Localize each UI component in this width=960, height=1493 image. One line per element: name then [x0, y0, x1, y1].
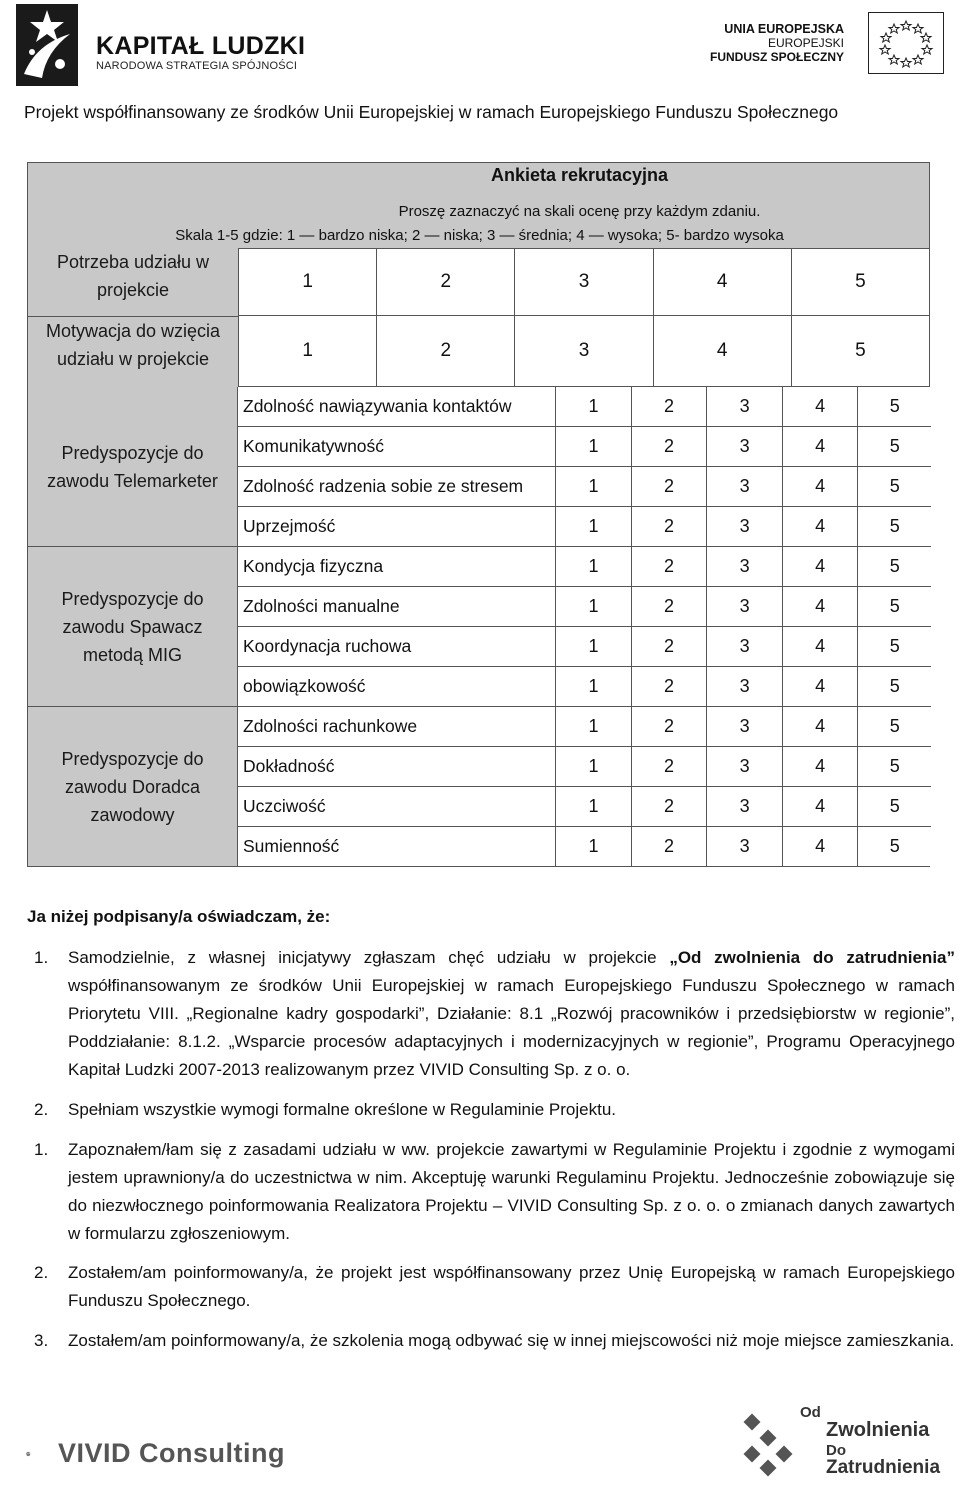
trait-option-4[interactable]: 4 — [782, 507, 858, 546]
trait-row — [238, 547, 931, 587]
trait-option-3[interactable]: 3 — [706, 427, 782, 466]
trait-row — [238, 627, 931, 667]
trait-option-3[interactable]: 3 — [706, 787, 782, 826]
vivid-logo-text: VIVID Consulting — [58, 1438, 285, 1468]
survey-instruction: Proszę zaznaczyć na skali ocenę przy każdym zdaniu. — [398, 203, 761, 220]
trait-option-2[interactable]: 2 — [631, 667, 707, 706]
declaration-item: 2. Spełniam wszystkie wymogi formalne określone w Regulaminie Projektu. — [34, 1100, 617, 1119]
motivation-option-1[interactable]: 1 — [239, 316, 376, 386]
trait-row — [238, 587, 931, 627]
ue-line1: UNIA EUROPEJSKA — [724, 22, 844, 36]
trait-option-3[interactable]: 3 — [706, 587, 782, 626]
need-label: Potrzeba udziału w projekcie — [56, 252, 210, 300]
need-option-4[interactable]: 4 — [653, 249, 791, 315]
page-header — [0, 0, 960, 130]
trait-option-1[interactable]: 1 — [555, 747, 631, 786]
trait-option-1[interactable]: 1 — [555, 467, 631, 506]
trait-row — [238, 747, 931, 787]
trait-option-3[interactable]: 3 — [706, 707, 782, 746]
motivation-option-5[interactable]: 5 — [791, 316, 929, 386]
declaration-item: 1. Zapoznałem/łam się z zasadami udziału w ww. projekcie zawartymi w Regulaminie Projektu i zgodnie z wymogami jestem uprawniony/a do uczestnictwa w nim. Akceptuję warunki Regulaminu Projektu. Jednocześnie zobowiązuje się do niezwłocznego poinformowania Realizatora Projektu – VIVID Consulting Sp. z o. o. o zmianach danych zawartych w formularzu zgłoszeniowym. — [34, 1140, 955, 1243]
eu-flag-icon — [868, 12, 944, 74]
trait-name: Zdolność nawiązywania kontaktów — [243, 396, 512, 416]
need-option-2[interactable]: 2 — [376, 249, 514, 315]
ue-text — [710, 22, 844, 64]
need-option-5[interactable]: 5 — [791, 249, 929, 315]
need-scale[interactable] — [238, 248, 929, 316]
trait-name: Komunikatywność — [243, 436, 385, 456]
odz-logo-do: Do — [826, 1442, 846, 1459]
trait-option-2[interactable]: 2 — [631, 547, 707, 586]
group-doradca: Predyspozycje do zawodu Doradca zawodowy — [28, 707, 238, 866]
trait-name: Zdolności rachunkowe — [243, 716, 418, 736]
trait-option-1[interactable]: 1 — [555, 387, 631, 426]
trait-option-2[interactable]: 2 — [631, 427, 707, 466]
trait-row — [238, 827, 931, 866]
trait-option-2[interactable]: 2 — [631, 627, 707, 666]
trait-row — [238, 387, 931, 427]
kl-title: KAPITAŁ LUDZKI — [96, 32, 306, 60]
trait-option-4[interactable]: 4 — [782, 827, 858, 866]
trait-name: Zdolność radzenia sobie ze stresem — [243, 476, 524, 496]
trait-option-2[interactable]: 2 — [631, 467, 707, 506]
trait-row — [238, 427, 931, 467]
left-divider — [28, 316, 238, 317]
trait-option-4[interactable]: 4 — [782, 667, 858, 706]
trait-row — [238, 467, 931, 507]
trait-name: obowiązkowość — [243, 676, 366, 696]
trait-option-5[interactable]: 5 — [857, 627, 931, 666]
kapital-ludzki-logo — [16, 4, 78, 86]
trait-option-1[interactable]: 1 — [555, 787, 631, 826]
motivation-option-2[interactable]: 2 — [376, 316, 514, 386]
trait-option-1[interactable]: 1 — [555, 507, 631, 546]
trait-name: Zdolności manualne — [243, 596, 400, 616]
trait-option-4[interactable]: 4 — [782, 427, 858, 466]
trait-option-4[interactable]: 4 — [782, 587, 858, 626]
trait-option-1[interactable]: 1 — [555, 427, 631, 466]
trait-row — [238, 787, 931, 827]
trait-option-5[interactable]: 5 — [857, 747, 931, 786]
kl-subtitle: NARODOWA STRATEGIA SPÓJNOŚCI — [96, 60, 298, 72]
trait-name: Sumienność — [243, 836, 340, 856]
survey-scale: Skala 1-5 gdzie: 1 — bardzo niska; 2 — niska; 3 — średnia; 4 — wysoka; 5- bardzo wysoka — [175, 227, 784, 244]
ue-line3: FUNDUSZ SPOŁECZNY — [709, 50, 844, 64]
vivid-logo-icon — [26, 1434, 62, 1474]
trait-option-5[interactable]: 5 — [857, 427, 931, 466]
trait-option-3[interactable]: 3 — [706, 467, 782, 506]
trait-option-5[interactable]: 5 — [857, 507, 931, 546]
motivation-label: Motywacja do wzięcia udziału w projekcie — [45, 321, 221, 369]
trait-option-5[interactable]: 5 — [857, 827, 931, 866]
trait-row — [238, 507, 931, 547]
trait-option-3[interactable]: 3 — [706, 387, 782, 426]
trait-option-1[interactable]: 1 — [555, 667, 631, 706]
trait-row — [238, 707, 931, 747]
trait-name: Dokładność — [243, 756, 335, 776]
trait-option-1[interactable]: 1 — [555, 587, 631, 626]
survey-title: Ankieta rekrutacyjna — [490, 165, 669, 185]
trait-option-4[interactable]: 4 — [782, 547, 858, 586]
trait-option-2[interactable]: 2 — [631, 507, 707, 546]
odz-logo-zatrudnienia: Zatrudnienia — [826, 1457, 941, 1478]
trait-name: Kondycja fizyczna — [243, 556, 384, 576]
trait-option-3[interactable]: 3 — [706, 747, 782, 786]
declaration-title: Ja niżej podpisany/a oświadczam, że: — [27, 907, 331, 926]
motivation-option-4[interactable]: 4 — [653, 316, 791, 386]
trait-option-2[interactable]: 2 — [631, 747, 707, 786]
cofinancing-line: Projekt współfinansowany ze środków Unii Europejskiej w ramach Europejskiego Funduszu Społecznego — [24, 102, 839, 122]
declaration-item: 1. Samodzielnie, z własnej inicjatywy zgłaszam chęć udziału w projekcie „Od zwolnienia do zatrudnienia” współfinansowanym ze środków Unii Europejskiej w ramach Europejskiego Funduszu Społecznego w ramach Priorytetu VIII. „Regionalne kadry gospodarki”, Działanie: 8.1 „Rozwój pracowników i przedsiębiorstw w regionie”, Poddziałanie: 8.1.2. „Wsparcie procesów adaptacyjnych i modernizacyjnych w regionie”, Programu Operacyjnego Kapitał Ludzki 2007-2013 realizowanym przez VIVID Consulting Sp. z o. o. — [34, 948, 955, 1079]
trait-option-3[interactable]: 3 — [706, 667, 782, 706]
trait-option-5[interactable]: 5 — [857, 787, 931, 826]
trait-option-5[interactable]: 5 — [857, 467, 931, 506]
need-option-1[interactable]: 1 — [239, 249, 376, 315]
trait-option-2[interactable]: 2 — [631, 787, 707, 826]
trait-option-4[interactable]: 4 — [782, 787, 858, 826]
trait-option-4[interactable]: 4 — [782, 627, 858, 666]
trait-option-4[interactable]: 4 — [782, 387, 858, 426]
trait-option-1[interactable]: 1 — [555, 627, 631, 666]
trait-option-4[interactable]: 4 — [782, 707, 858, 746]
group-telemarketer: Predyspozycje do zawodu Telemarketer — [28, 387, 238, 547]
odz-logo-od: Od — [800, 1404, 821, 1421]
trait-option-5[interactable]: 5 — [857, 387, 931, 426]
declaration-item: 3. Zostałem/am poinformowany/a, że szkolenia mogą odbywać się w innej miejscowości niż moje miejsce zamieszkania. — [34, 1331, 955, 1350]
trait-option-3[interactable]: 3 — [706, 507, 782, 546]
trait-name: Uprzejmość — [243, 516, 336, 536]
need-option-3[interactable]: 3 — [514, 249, 652, 315]
trait-option-5[interactable]: 5 — [857, 547, 931, 586]
trait-option-4[interactable]: 4 — [782, 467, 858, 506]
trait-option-5[interactable]: 5 — [857, 587, 931, 626]
ue-line2: EUROPEJSKI — [767, 36, 844, 50]
trait-name: Uczciwość — [243, 796, 326, 816]
trait-option-2[interactable]: 2 — [631, 827, 707, 866]
odz-logo-zwolnienia: Zwolnienia — [826, 1419, 930, 1441]
trait-name: Koordynacja ruchowa — [243, 636, 412, 656]
trait-option-5[interactable]: 5 — [857, 707, 931, 746]
trait-option-3[interactable]: 3 — [706, 547, 782, 586]
motivation-option-3[interactable]: 3 — [514, 316, 652, 386]
trait-option-1[interactable]: 1 — [555, 547, 631, 586]
group-spawacz: Predyspozycje do zawodu Spawacz metodą MIG — [28, 547, 238, 707]
trait-option-4[interactable]: 4 — [782, 747, 858, 786]
trait-option-2[interactable]: 2 — [631, 707, 707, 746]
motivation-scale[interactable] — [238, 316, 929, 387]
trait-option-1[interactable]: 1 — [555, 827, 631, 866]
declaration-item: 2. Zostałem/am poinformowany/a, że projekt jest współfinansowany przez Unię Europejską w ramach Europejskiego Funduszu Społecznego. — [34, 1263, 955, 1310]
trait-option-3[interactable]: 3 — [706, 627, 782, 666]
trait-option-2[interactable]: 2 — [631, 587, 707, 626]
trait-option-3[interactable]: 3 — [706, 827, 782, 866]
survey-table — [27, 162, 930, 867]
trait-option-5[interactable]: 5 — [857, 667, 931, 706]
trait-row — [238, 667, 931, 707]
trait-option-1[interactable]: 1 — [555, 707, 631, 746]
trait-option-2[interactable]: 2 — [631, 387, 707, 426]
